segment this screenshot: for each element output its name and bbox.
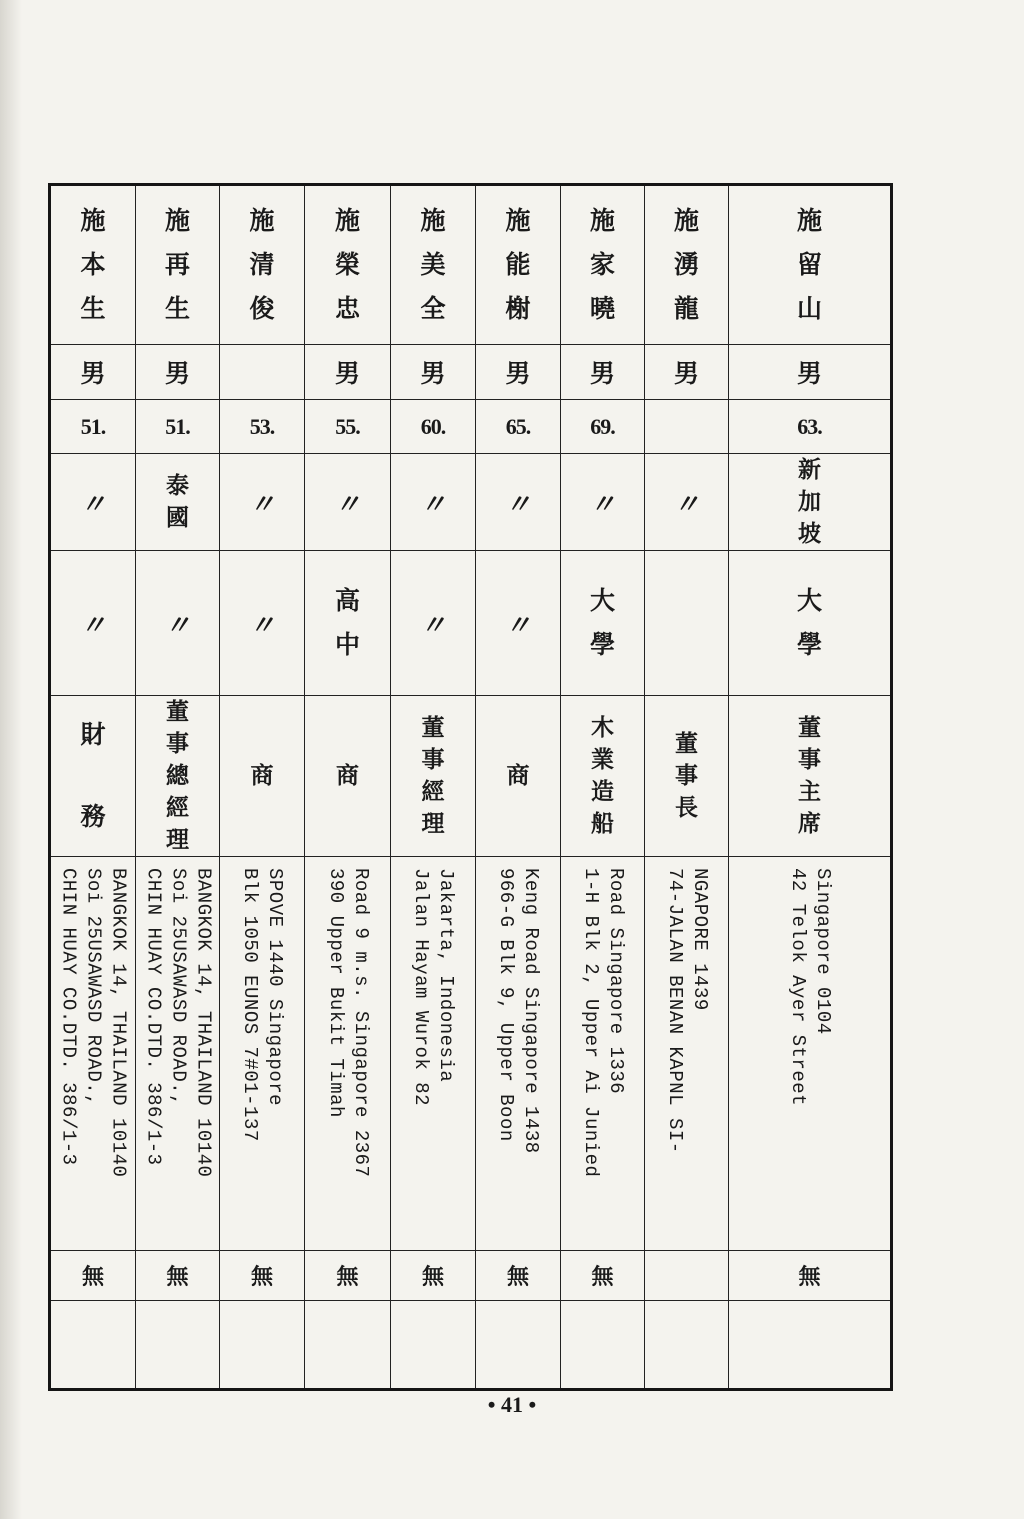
blank-cell <box>136 1301 220 1390</box>
vertical-text: 泰 國 <box>166 472 189 531</box>
blank-cell <box>476 1301 561 1390</box>
occupation-row <box>50 696 892 857</box>
education-cell <box>50 551 136 696</box>
vertical-text: 新 加 坡 <box>798 456 821 547</box>
gender-cell <box>476 345 561 400</box>
address-cell <box>220 857 305 1251</box>
ditto-mark: 〃 <box>504 489 531 519</box>
name-cell <box>729 185 892 345</box>
address-line: Road Singapore 1336 <box>604 867 627 1094</box>
blank-cell <box>645 1301 729 1390</box>
address-text <box>493 868 543 1240</box>
education-cell <box>645 551 729 696</box>
address-text <box>408 868 458 1240</box>
address-cell <box>391 857 476 1251</box>
name-cell <box>220 185 305 345</box>
address-text <box>237 868 287 1240</box>
age-cell <box>476 400 561 454</box>
education-row <box>50 551 892 696</box>
vertical-text: 董 事 經 理 <box>421 714 445 837</box>
gender-cell <box>220 345 305 400</box>
vertical-text: 施 美 全 <box>420 206 446 323</box>
remark-value: 無 <box>336 1264 359 1290</box>
gender-value: 男 <box>673 359 699 388</box>
occupation-cell <box>391 696 476 857</box>
education-cell <box>476 551 561 696</box>
address-cell <box>50 857 136 1251</box>
gender-cell <box>391 345 476 400</box>
ditto-mark: 〃 <box>419 489 446 519</box>
nationality-cell <box>561 454 645 551</box>
address-line: Soi 25USAWASD ROAD., <box>167 867 189 1106</box>
address-line: SPOVE 1440 Singapore <box>264 867 286 1106</box>
gender-value: 男 <box>420 359 446 388</box>
vertical-text: 施 能 榭 <box>505 206 531 323</box>
gender-value: 男 <box>589 359 615 388</box>
remark-cell <box>136 1251 220 1301</box>
vertical-text: 大 學 <box>796 586 822 659</box>
address-line: 42 Telok Ayer Street <box>786 867 809 1106</box>
ditto-mark: 〃 <box>248 610 275 640</box>
age-cell <box>391 400 476 454</box>
address-line: CHIN HUAY CO.DTD. 386/1-3 <box>57 867 80 1166</box>
gender-cell <box>136 345 220 400</box>
gender-cell <box>645 345 729 400</box>
remark-value: 無 <box>506 1264 529 1290</box>
age-value: 53. <box>249 413 275 439</box>
nationality-cell <box>136 454 220 551</box>
address-line: Singapore 0104 <box>811 867 834 1035</box>
address-text <box>578 868 628 1240</box>
education-cell <box>305 551 391 696</box>
nationality-cell <box>220 454 305 551</box>
age-value: 63. <box>797 413 822 439</box>
remark-value: 無 <box>421 1264 444 1290</box>
remark-cell <box>476 1251 561 1301</box>
ditto-mark: 〃 <box>673 489 700 519</box>
vertical-text: 商 <box>506 762 530 789</box>
address-line: 390 Upper Bukit Timah <box>324 867 347 1118</box>
nationality-cell <box>391 454 476 551</box>
age-cell <box>220 400 305 454</box>
blank-cell <box>220 1301 305 1390</box>
education-cell <box>220 551 305 696</box>
age-value: 69. <box>590 413 615 439</box>
age-cell <box>729 400 892 454</box>
ditto-mark: 〃 <box>419 610 446 640</box>
age-value: 51. <box>80 413 106 439</box>
blank-cell <box>391 1301 476 1390</box>
address-text <box>662 868 712 1240</box>
occupation-cell <box>729 696 892 857</box>
vertical-text: 董 事 主 席 <box>798 714 821 837</box>
gender-value: 男 <box>80 359 106 388</box>
nationality-cell <box>476 454 561 551</box>
name-cell <box>645 185 729 345</box>
gender-value: 男 <box>505 359 531 388</box>
ditto-mark: 〃 <box>248 489 275 519</box>
gender-value: 男 <box>164 359 190 388</box>
ditto-mark: 〃 <box>79 489 106 519</box>
ditto-mark: 〃 <box>589 489 616 519</box>
address-text <box>323 868 373 1240</box>
occupation-cell <box>476 696 561 857</box>
address-row <box>50 857 892 1251</box>
remark-value: 無 <box>591 1264 614 1290</box>
blank-row <box>50 1301 892 1390</box>
gender-row <box>50 345 892 400</box>
nationality-row <box>50 454 892 551</box>
remark-cell <box>729 1251 892 1301</box>
age-value: 60. <box>420 413 446 439</box>
address-line: Road 9 m.s. Singapore 2367 <box>349 867 372 1177</box>
address-cell <box>561 857 645 1251</box>
vertical-text: 董 事 長 <box>675 730 698 821</box>
page-edge-shadow <box>0 0 22 1519</box>
address-line: Blk 1050 EUNOS 7#01-137 <box>239 867 261 1142</box>
vertical-text: 施 再 生 <box>164 206 190 323</box>
address-line: Keng Road Singapore 1438 <box>520 867 542 1154</box>
remark-cell <box>220 1251 305 1301</box>
occupation-cell <box>305 696 391 857</box>
blank-cell <box>729 1301 892 1390</box>
name-cell <box>391 185 476 345</box>
remark-cell <box>645 1251 729 1301</box>
address-line: Jakarta, Indonesia <box>435 867 457 1082</box>
gender-cell <box>729 345 892 400</box>
blank-cell <box>561 1301 645 1390</box>
remark-cell <box>561 1251 645 1301</box>
ditto-mark: 〃 <box>164 610 191 640</box>
vertical-text: 施 湧 龍 <box>673 206 699 323</box>
vertical-text: 高 中 <box>334 586 360 659</box>
name-cell <box>136 185 220 345</box>
gender-cell <box>561 345 645 400</box>
address-text <box>140 868 215 1240</box>
gender-value: 男 <box>334 359 360 388</box>
address-text <box>56 868 131 1240</box>
ditto-mark: 〃 <box>79 610 106 640</box>
education-cell <box>729 551 892 696</box>
age-cell <box>50 400 136 454</box>
address-cell <box>729 857 892 1251</box>
nationality-cell <box>645 454 729 551</box>
vertical-text: 董 事 總 經 理 <box>166 698 189 853</box>
name-cell <box>305 185 391 345</box>
education-cell <box>561 551 645 696</box>
nationality-cell <box>50 454 136 551</box>
vertical-text: 商 <box>336 762 359 789</box>
age-value: 55. <box>335 413 360 439</box>
page-number: • 41 • <box>487 1392 537 1417</box>
age-value: 51. <box>165 413 190 439</box>
address-cell <box>476 857 561 1251</box>
remark-value: 無 <box>81 1264 104 1290</box>
gender-value: 男 <box>796 359 822 388</box>
address-line: 74-JALAN BENAN KAPNL SI- <box>663 867 686 1154</box>
address-line: 966-G Blk 9, Upper Boon <box>495 867 517 1142</box>
name-cell <box>50 185 136 345</box>
occupation-cell <box>50 696 136 857</box>
address-line: BANGKOK 14, THAILAND 10140 <box>107 867 130 1177</box>
remark-value: 無 <box>250 1264 273 1290</box>
name-cell <box>476 185 561 345</box>
address-line: CHIN HUAY CO.DTD. 386/1-3 <box>142 867 164 1166</box>
address-line: Jalan Hayam Wurok 82 <box>410 867 432 1106</box>
occupation-cell <box>136 696 220 857</box>
address-text <box>785 868 835 1240</box>
age-value: 65. <box>505 413 531 439</box>
remark-cell <box>50 1251 136 1301</box>
age-cell <box>561 400 645 454</box>
occupation-cell <box>645 696 729 857</box>
remark-value: 無 <box>166 1264 189 1290</box>
age-cell <box>136 400 220 454</box>
address-cell <box>645 857 729 1251</box>
ditto-mark: 〃 <box>334 489 361 519</box>
remark-row <box>50 1251 892 1301</box>
education-cell <box>391 551 476 696</box>
ditto-mark: 〃 <box>504 610 531 640</box>
name-row <box>50 185 892 345</box>
age-row <box>50 400 892 454</box>
gender-cell <box>305 345 391 400</box>
remark-cell <box>305 1251 391 1301</box>
blank-cell <box>305 1301 391 1390</box>
name-cell <box>561 185 645 345</box>
address-cell <box>305 857 391 1251</box>
vertical-text: 施 本 生 <box>80 206 106 323</box>
age-cell <box>645 400 729 454</box>
vertical-text: 財 務 <box>80 720 106 831</box>
remark-cell <box>391 1251 476 1301</box>
address-line: Soi 25USAWASD ROAD., <box>82 867 105 1106</box>
vertical-text: 木 業 造 船 <box>591 714 614 837</box>
vertical-text: 大 學 <box>589 586 615 659</box>
blank-cell <box>50 1301 136 1390</box>
vertical-text: 施 留 山 <box>796 206 822 323</box>
nationality-cell <box>729 454 892 551</box>
gender-cell <box>50 345 136 400</box>
nationality-cell <box>305 454 391 551</box>
age-cell <box>305 400 391 454</box>
vertical-text: 施 家 曉 <box>589 206 615 323</box>
vertical-text: 施 榮 忠 <box>334 206 360 323</box>
address-line: NGAPORE 1439 <box>688 867 711 1011</box>
occupation-cell <box>220 696 305 857</box>
address-cell <box>136 857 220 1251</box>
education-cell <box>136 551 220 696</box>
vertical-text: 施 清 俊 <box>249 206 275 323</box>
vertical-text: 商 <box>250 762 274 789</box>
occupation-cell <box>561 696 645 857</box>
member-register-table <box>48 183 893 1391</box>
remark-value: 無 <box>798 1264 821 1290</box>
address-line: BANGKOK 14, THAILAND 10140 <box>192 867 214 1177</box>
address-line: 1-H Blk 2, Upper Ai Junied <box>579 867 602 1177</box>
